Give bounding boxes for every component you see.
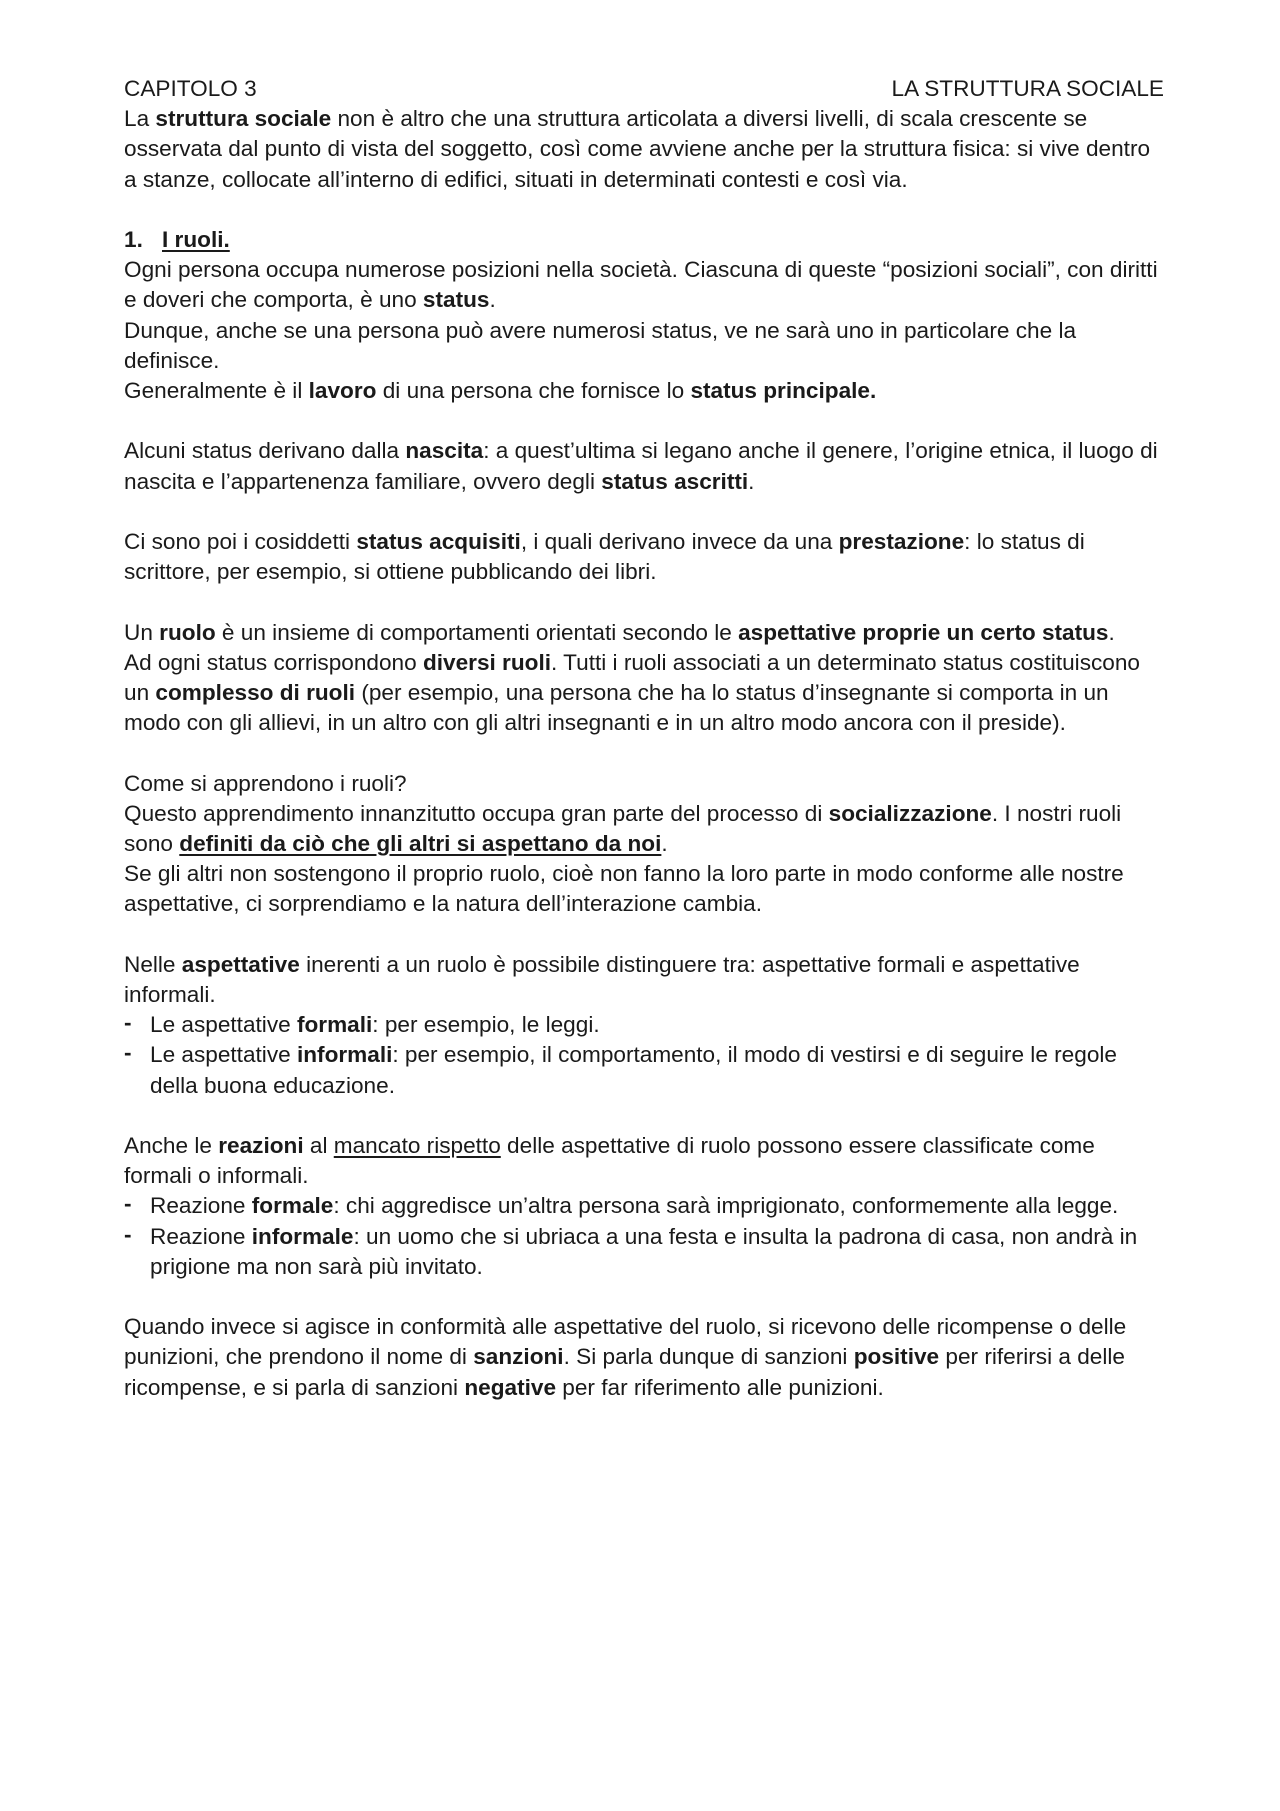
paragraph-sanctions: Quando invece si agisce in conformità alle aspettative del ruolo, si ricevono delle ricompense o delle punizioni, che prendono il nome di sanzioni. Si parla dunque di sanzioni positive per riferirsi a delle ricompense, e si parla di sanzioni negative per far riferimento alle punizioni. xyxy=(124,1314,1127,1400)
expectations-list xyxy=(124,1010,1164,1101)
paragraph-status: Ogni persona occupa numerose posizioni nella società. Ciascuna di queste “posizioni sociali”, con diritti e doveri che comporta, è uno status. xyxy=(124,257,1158,313)
paragraph-role-definition: Un ruolo è un insieme di comportamenti orientati secondo le aspettative proprie un certo status. xyxy=(124,619,1115,645)
paragraph-expectations: Nelle aspettative inerenti a un ruolo è possibile distinguere tra: aspettative formali e aspettative informali. xyxy=(124,951,1080,1007)
section-heading xyxy=(124,225,1164,255)
page-header xyxy=(124,74,1164,104)
paragraph-socialization: Questo apprendimento innanzitutto occupa gran parte del processo di socializzazione. I nostri ruoli sono definiti da ciò che gli altri si aspettano da noi. xyxy=(124,800,1122,856)
paragraph-ascribed-status: Alcuni status derivano dalla nascita: a quest’ultima si legano anche il genere, l’origine etnica, il luogo di nascita e l’appartenenza familiare, ovvero degli status ascritti. xyxy=(124,438,1158,494)
reactions-list xyxy=(124,1191,1164,1282)
list-item: - Reazione formale: chi aggredisce un’altra persona sarà imprigionato, conformemente alla legge. xyxy=(124,1191,1164,1221)
section-number: 1. xyxy=(124,227,143,252)
paragraph-multiple-status: Dunque, anche se una persona può avere numerosi status, ve ne sarà uno in particolare che la definisce. xyxy=(124,317,1077,373)
list-item: - Reazione informale: un uomo che si ubriaca a una festa e insulta la padrona di casa, non andrà in prigione ma non sarà più invitato. xyxy=(124,1222,1164,1282)
paragraph-achieved-status: Ci sono poi i cosiddetti status acquisiti, i quali derivano invece da una prestazione: lo status di scrittore, per esempio, si ottiene pubblicando dei libri. xyxy=(124,529,1085,585)
intro-paragraph: La struttura sociale non è altro che una struttura articolata a diversi livelli, di scala crescente se osservata dal punto di vista del soggetto, così come avviene anche per la struttura fisica: si vive dentro a stanze, collocate all’interno di edifici, situati in determinati contesti e così via. xyxy=(124,106,1151,192)
paragraph-interaction: Se gli altri non sostengono il proprio ruolo, cioè non fanno la loro parte in modo conforme alle nostre aspettative, ci sorprendiamo e la natura dell’interazione cambia. xyxy=(124,861,1124,917)
section-title: I ruoli. xyxy=(162,227,230,252)
chapter-label: CAPITOLO 3 xyxy=(124,76,257,101)
list-item: - Le aspettative formali: per esempio, le leggi. xyxy=(124,1010,1164,1040)
list-item: - Le aspettative informali: per esempio, il comportamento, il modo di vestirsi e di seguire le regole della buona educazione. xyxy=(124,1040,1164,1100)
document-page xyxy=(124,74,1164,1403)
paragraph-main-status: Generalmente è il lavoro di una persona che fornisce lo status principale. xyxy=(124,378,877,404)
paragraph-role-set: Ad ogni status corrispondono diversi ruoli. Tutti i ruoli associati a un determinato status costituiscono un complesso di ruoli (per esempio, una persona che ha lo status d’insegnante si comporta in un modo con gli allievi, in un altro con gli altri insegnanti e in un altro modo ancora con il preside). xyxy=(124,649,1140,736)
paragraph-reactions: Anche le reazioni al mancato rispetto delle aspettative di ruolo possono essere classificate come formali o informali. xyxy=(124,1133,1095,1189)
chapter-title: LA STRUTTURA SOCIALE xyxy=(891,76,1164,101)
paragraph-question: Come si apprendono i ruoli? xyxy=(124,770,407,796)
